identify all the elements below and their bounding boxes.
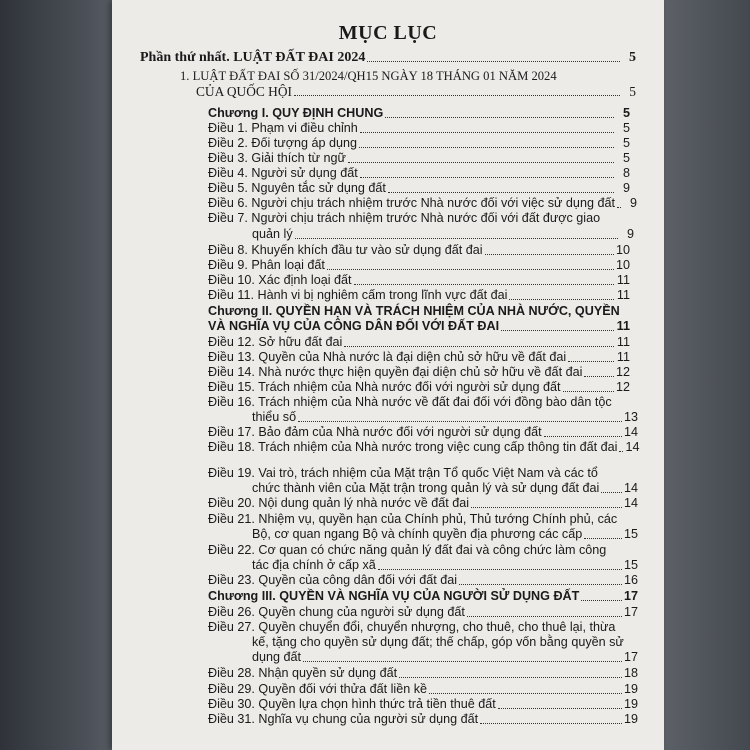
toc-entry-text: Điều 8. Khuyến khích đầu tư vào sử dụng đất đai — [208, 243, 483, 257]
dotted-leader — [348, 162, 614, 163]
dotted-leader — [388, 192, 614, 193]
dotted-leader — [459, 584, 622, 585]
toc-entry-article-29 — [208, 682, 638, 697]
dotted-leader — [399, 677, 622, 678]
dotted-leader — [581, 600, 622, 601]
toc-entry-article-27: Điều 27. Quyền chuyển đổi, chuyển nhượng, cho thuê, cho thuê lại, thừa — [208, 620, 616, 634]
dotted-leader — [354, 284, 614, 285]
toc-entry-article-19: Điều 19. Vai trò, trách nhiệm của Mặt trận Tổ quốc Việt Nam và các tổ — [208, 466, 598, 480]
toc-entry-chapter-3 — [208, 589, 638, 604]
toc-entry-text: Điều 26. Quyền chung của người sử dụng đất — [208, 605, 465, 619]
toc-page-number: 15 — [623, 527, 638, 541]
toc-entry-text: Điều 6. Người chịu trách nhiệm trước Nhà nước đối với việc sử dụng đất — [208, 196, 615, 210]
toc-entry-article-15 — [208, 380, 630, 395]
toc-entry-text: Điều 13. Quyền của Nhà nước là đại diện chủ sở hữu về đất đai — [208, 350, 567, 364]
toc-entry-law-title: 1. LUẬT ĐẤT ĐAI SỐ 31/2024/QH15 NGÀY 18 THÁNG 01 NĂM 2024 — [180, 69, 557, 83]
toc-entry-text: Điều 28. Nhận quyền sử dụng đất — [208, 666, 398, 680]
toc-entry-text: Điều 10. Xác định loại đất — [208, 273, 352, 287]
toc-entry-chapter-1 — [208, 106, 630, 121]
toc-entry-text: Điều 4. Người sử dụng đất — [208, 166, 358, 180]
toc-entry-article-10 — [208, 273, 630, 288]
toc-page-number: 5 — [629, 50, 636, 65]
dotted-leader — [294, 95, 620, 96]
dotted-leader — [429, 693, 622, 694]
dotted-leader — [617, 207, 621, 208]
toc-entry-article-7: Điều 7. Người chịu trách nhiệm trước Nhà nước đối với đất được giao — [208, 211, 601, 225]
toc-entry-text: quản lý — [252, 227, 293, 241]
toc-entry-part-1 — [140, 50, 636, 65]
toc-entry-text: Điều 9. Phân loại đất — [208, 258, 325, 272]
dotted-leader — [298, 421, 622, 422]
toc-entry-article-19-cont — [252, 481, 638, 496]
toc-entry-text: Điều 14. Nhà nước thực hiện quyền đại diện chủ sở hữu về đất đai — [208, 365, 583, 379]
toc-page-number: 5 — [622, 151, 630, 165]
dotted-leader — [563, 391, 614, 392]
toc-page-number: 19 — [623, 712, 638, 726]
toc-page-number: 17 — [623, 650, 638, 664]
toc-page-number: 18 — [623, 666, 638, 680]
toc-entry-text: Điều 17. Bảo đảm của Nhà nước đối với người sử dụng đất — [208, 425, 542, 439]
toc-entry-text: Điều 2. Đối tượng áp dụng — [208, 136, 358, 150]
toc-entry-article-8 — [208, 243, 630, 258]
toc-entry-text: Điều 1. Phạm vi điều chỉnh — [208, 121, 358, 135]
page-title: MỤC LỤC — [338, 22, 438, 44]
dotted-leader — [295, 238, 618, 239]
toc-page-number: 14 — [623, 425, 638, 439]
background-right — [660, 0, 750, 750]
toc-page-number: 5 — [622, 136, 630, 150]
toc-entry-article-5 — [208, 181, 630, 196]
toc-entry-text: chức thành viên của Mặt trận trong quản lý và sử dụng đất đai — [252, 481, 600, 495]
toc-entry-text: tác địa chính ở cấp xã — [252, 558, 376, 572]
toc-page-number: 17 — [623, 605, 638, 619]
toc-page-number: 12 — [615, 380, 630, 394]
toc-entry-text: Điều 5. Nguyên tắc sử dụng đất — [208, 181, 386, 195]
toc-entry-article-23 — [208, 573, 638, 588]
toc-entry-article-3 — [208, 151, 630, 166]
toc-entry-article-12 — [208, 335, 630, 350]
dotted-leader — [303, 661, 622, 662]
toc-entry-chapter-2: Chương II. QUYỀN HẠN VÀ TRÁCH NHIỆM CỦA NHÀ NƯỚC, QUYỀN — [208, 304, 620, 318]
toc-entry-text: dụng đất — [252, 650, 302, 664]
toc-entry-article-21: Điều 21. Nhiệm vụ, quyền hạn của Chính phủ, Thủ tướng Chính phủ, các — [208, 512, 618, 526]
toc-entry-article-22-cont — [252, 558, 638, 573]
toc-entry-article-21-cont — [252, 527, 638, 542]
toc-page-number: 11 — [616, 288, 630, 302]
dotted-leader — [619, 451, 623, 452]
dotted-leader — [544, 436, 622, 437]
toc-entry-article-14 — [208, 365, 630, 380]
toc-entry-article-13 — [208, 350, 630, 365]
toc-page-number: 15 — [623, 558, 638, 572]
toc-entry-article-16-cont — [252, 410, 638, 425]
toc-entry-law-title-cont — [196, 84, 636, 99]
dotted-leader — [498, 708, 622, 709]
toc-page-number: 5 — [622, 106, 630, 120]
dotted-leader — [568, 361, 614, 362]
toc-entry-text: Điều 12. Sở hữu đất đai — [208, 335, 343, 349]
toc-page-number: 10 — [615, 243, 630, 257]
dotted-leader — [367, 61, 620, 62]
toc-entry-article-9 — [208, 258, 630, 273]
dotted-leader — [584, 538, 622, 539]
toc-page-number: 11 — [616, 319, 630, 333]
toc-page-number: 10 — [615, 258, 630, 272]
toc-entry-text: Chương III. QUYỀN VÀ NGHĨA VỤ CỦA NGƯỜI SỬ DỤNG ĐẤT — [208, 589, 580, 603]
dotted-leader — [344, 346, 614, 347]
toc-entry-article-28 — [208, 666, 638, 681]
toc-entry-article-27-cont: kế, tặng cho quyền sử dụng đất; thế chấp, góp vốn bằng quyền sử — [252, 635, 624, 649]
toc-page-number: 12 — [615, 365, 630, 379]
dotted-leader — [360, 132, 614, 133]
toc-entry-article-6 — [208, 196, 637, 211]
dotted-leader — [485, 254, 614, 255]
toc-page-number: 17 — [623, 589, 638, 603]
dotted-leader — [584, 376, 614, 377]
dotted-leader — [385, 117, 614, 118]
toc-entry-article-31 — [208, 712, 638, 727]
toc-entry-article-2 — [208, 136, 630, 151]
table-of-contents — [112, 0, 664, 750]
toc-entry-article-16: Điều 16. Trách nhiệm của Nhà nước về đất đai đối với đồng bào dân tộc — [208, 395, 612, 409]
toc-entry-text: CỦA QUỐC HỘI — [196, 84, 292, 99]
toc-entry-text: Điều 20. Nội dung quản lý nhà nước về đất đai — [208, 496, 470, 510]
toc-entry-text: thiểu số — [252, 410, 297, 424]
toc-page-number: 14 — [623, 481, 638, 495]
toc-entry-text: Phần thứ nhất. LUẬT ĐẤT ĐAI 2024 — [140, 50, 366, 65]
toc-page-number: 5 — [622, 121, 630, 135]
toc-entry-article-26 — [208, 605, 638, 620]
dotted-leader — [601, 492, 622, 493]
dotted-leader — [480, 723, 622, 724]
toc-page-number: 8 — [622, 166, 630, 180]
dotted-leader — [467, 616, 622, 617]
dotted-leader — [378, 569, 622, 570]
toc-entry-text: Điều 30. Quyền lựa chọn hình thức trả tiền thuê đất — [208, 697, 496, 711]
toc-page-number: 9 — [629, 196, 637, 210]
toc-entry-text: VÀ NGHĨA VỤ CỦA CÔNG DÂN ĐỐI VỚI ĐẤT ĐAI — [208, 319, 500, 333]
toc-entry-text: Bộ, cơ quan ngang Bộ và chính quyền địa phương các cấp — [252, 527, 583, 541]
toc-entry-article-22: Điều 22. Cơ quan có chức năng quản lý đất đai và công chức làm công — [208, 543, 607, 557]
toc-page-number: 19 — [623, 682, 638, 696]
toc-entry-article-18 — [208, 440, 638, 455]
toc-entry-article-27-cont-2 — [252, 650, 638, 665]
toc-page-number: 9 — [626, 227, 634, 241]
toc-page-number: 16 — [623, 573, 638, 587]
toc-page-number: 14 — [623, 496, 638, 510]
toc-entry-article-20 — [208, 496, 638, 511]
toc-page-number: 5 — [629, 84, 636, 99]
dotted-leader — [360, 177, 614, 178]
toc-entry-text: Điều 29. Quyền đối với thửa đất liền kề — [208, 682, 428, 696]
toc-entry-text: Điều 3. Giải thích từ ngữ — [208, 151, 346, 165]
toc-page-number: 9 — [622, 181, 630, 195]
toc-entry-article-7-cont — [252, 227, 634, 242]
toc-entry-article-4 — [208, 166, 630, 181]
toc-page-number: 19 — [623, 697, 638, 711]
toc-page-number: 11 — [616, 350, 630, 364]
toc-entry-text: Điều 11. Hành vi bị nghiêm cấm trong lĩnh vực đất đai — [208, 288, 508, 302]
toc-entry-chapter-2-cont — [208, 319, 630, 334]
toc-entry-text: Điều 18. Trách nhiệm của Nhà nước trong việc cung cấp thông tin đất đai — [208, 440, 618, 454]
toc-page-number: 14 — [625, 440, 640, 454]
toc-entry-article-30 — [208, 697, 638, 712]
dotted-leader — [501, 330, 614, 331]
toc-entry-text: Điều 15. Trách nhiệm của Nhà nước đối với người sử dụng đất — [208, 380, 561, 394]
toc-page-number: 13 — [623, 410, 638, 424]
toc-page-number: 11 — [616, 273, 630, 287]
toc-entry-article-1 — [208, 121, 630, 136]
dotted-leader — [327, 269, 614, 270]
toc-entry-article-17 — [208, 425, 638, 440]
book-page — [112, 0, 664, 750]
toc-entry-text: Điều 31. Nghĩa vụ chung của người sử dụng đất — [208, 712, 479, 726]
toc-entry-text: Chương I. QUY ĐỊNH CHUNG — [208, 106, 384, 120]
background-left — [0, 0, 118, 750]
toc-entry-text: Điều 23. Quyền của công dân đối với đất đai — [208, 573, 458, 587]
dotted-leader — [509, 299, 614, 300]
toc-page-number: 11 — [616, 335, 630, 349]
dotted-leader — [471, 507, 622, 508]
toc-entry-article-11 — [208, 288, 630, 303]
dotted-leader — [359, 147, 614, 148]
